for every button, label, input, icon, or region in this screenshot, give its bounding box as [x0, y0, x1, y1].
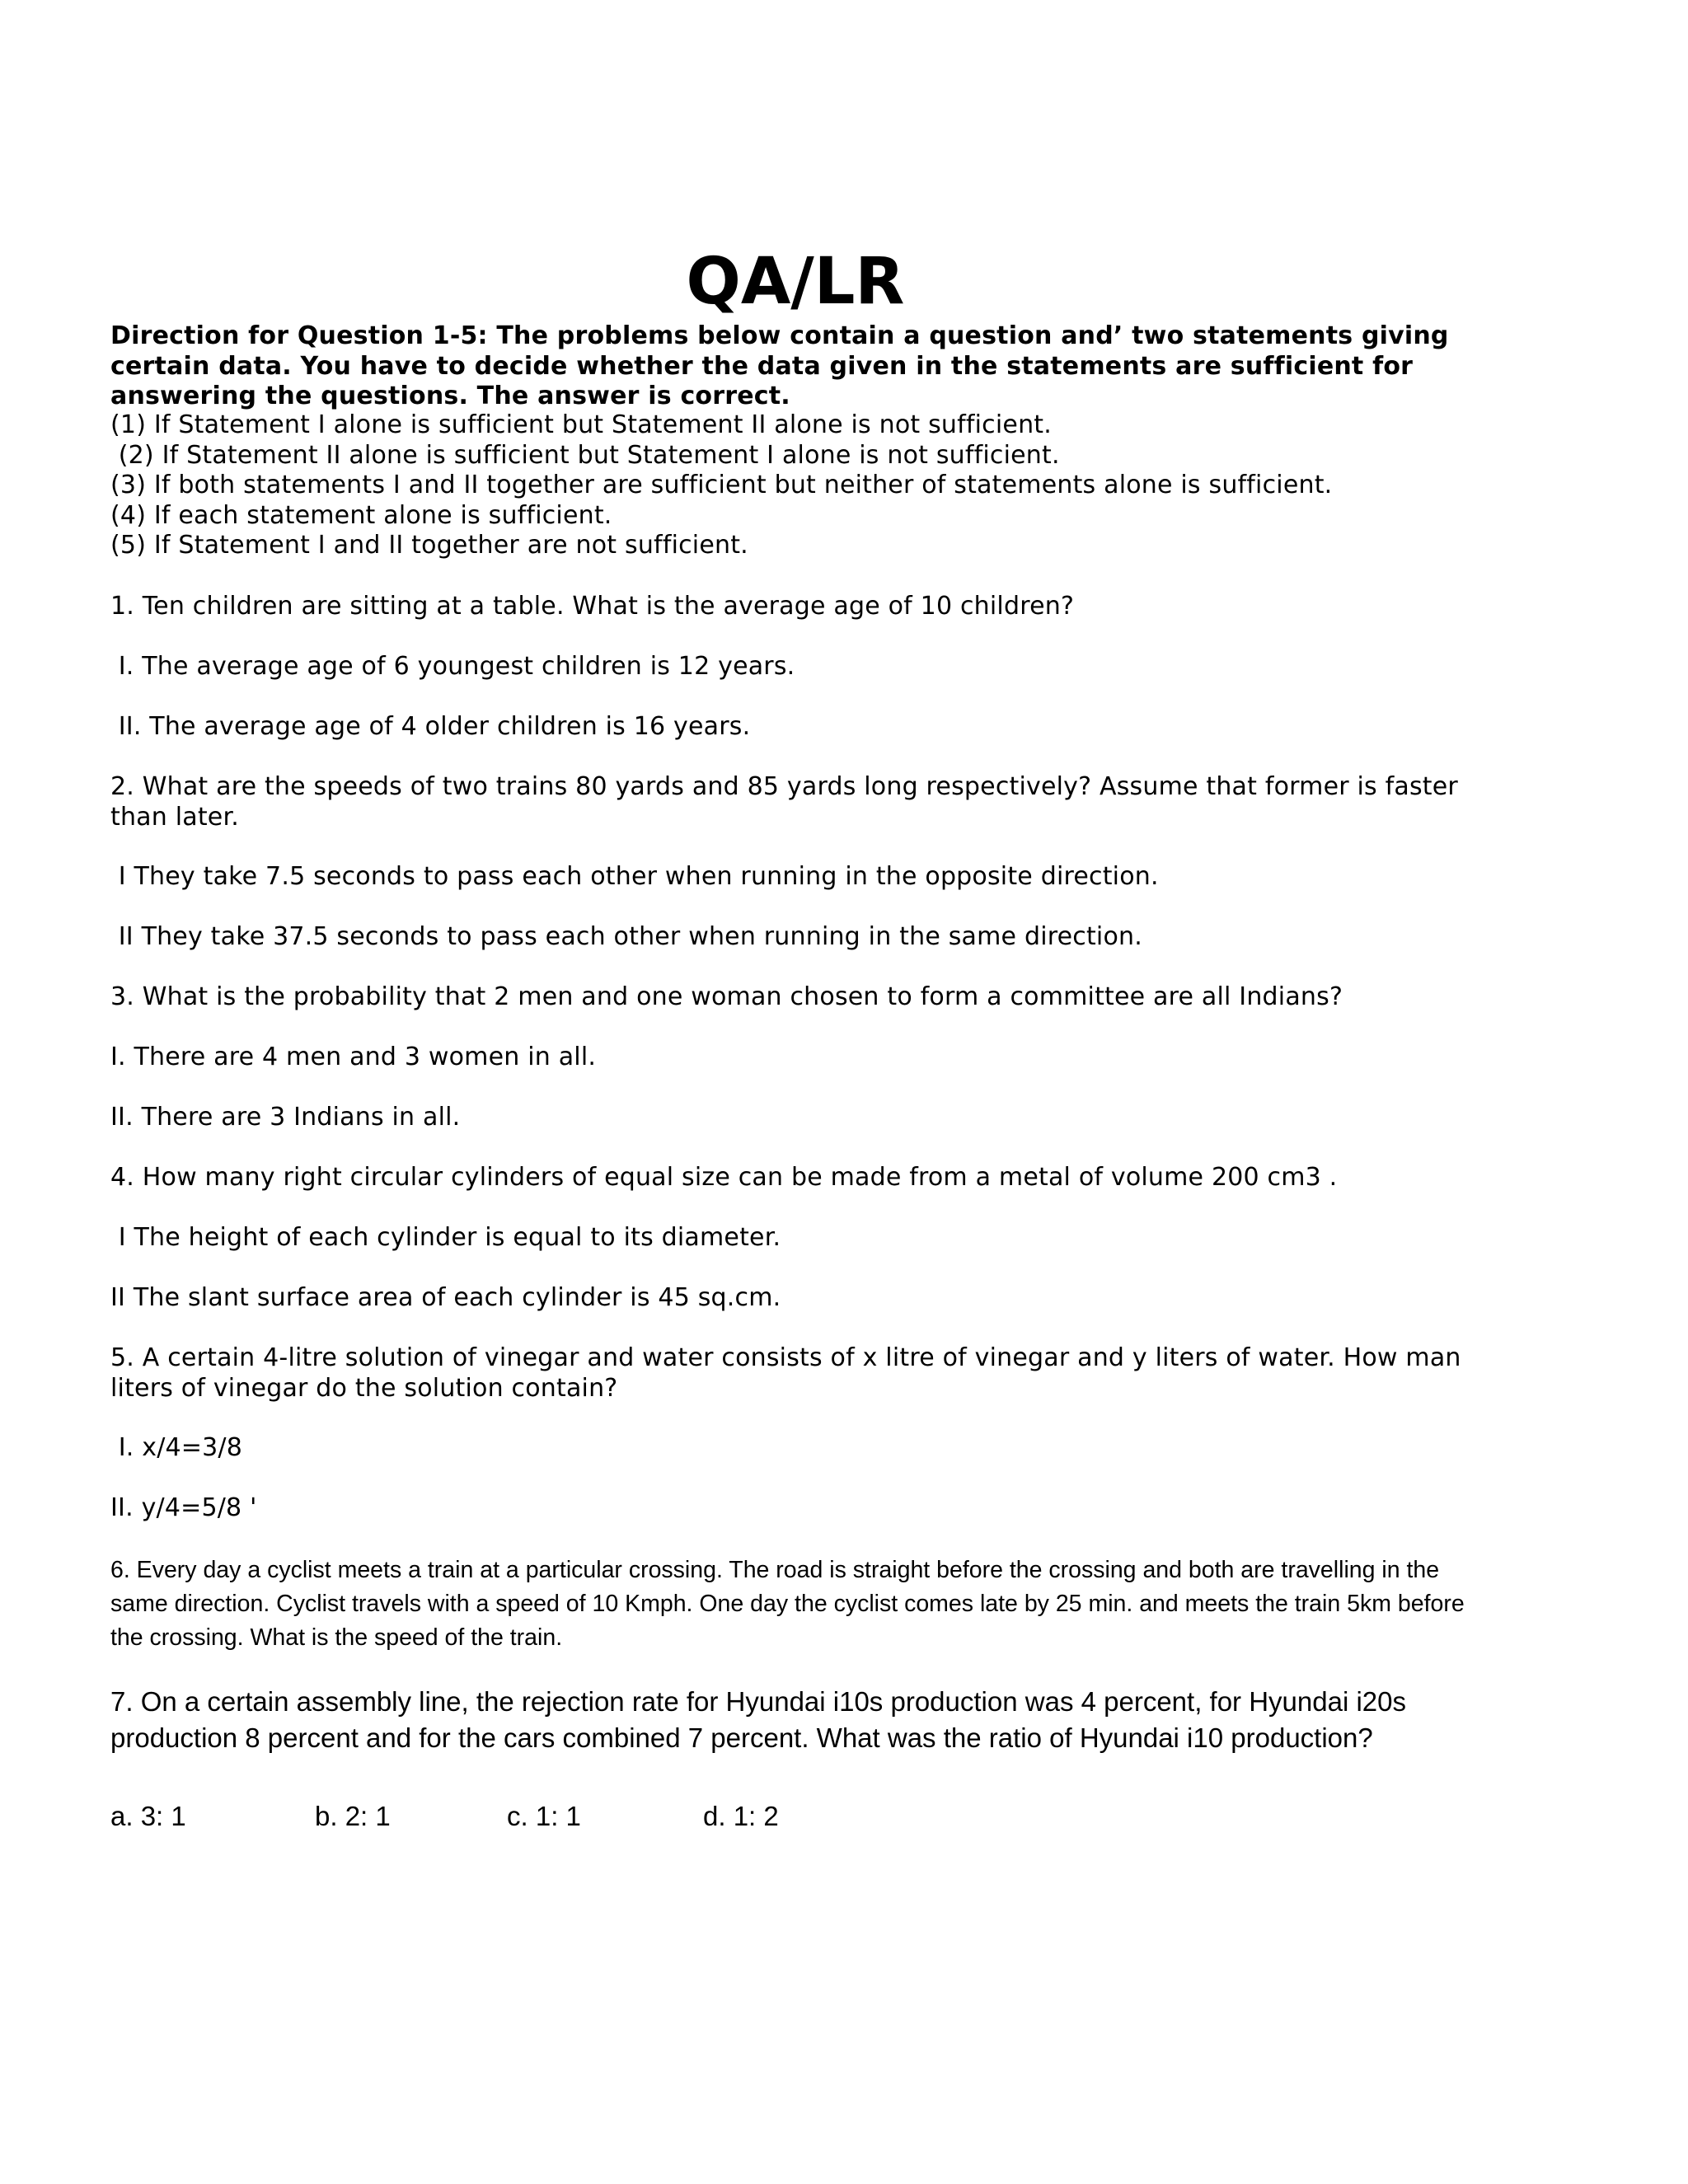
q7-question: 7. On a certain assembly line, the rejection rate for Hyundai i10s production was 4 percent, for Hyundai i20s production 8 percent and for the cars combined 7 percent. What was the ratio of Hyundai i10 production?: [110, 1686, 1406, 1753]
q5-statement-1: I. x/4=3/8: [110, 1433, 243, 1462]
option-4: (4) If each statement alone is sufficient.: [110, 500, 612, 530]
q1-statement-2: II. The average age of 4 older children is 16 years.: [110, 712, 751, 741]
q3-statement-1: I. There are 4 men and 3 women in all.: [110, 1043, 597, 1071]
q4-question: 4. How many right circular cylinders of equal size can be made from a metal of volume 200 cm3 .: [110, 1163, 1338, 1192]
q6-question: 6. Every day a cyclist meets a train at a particular crossing. The road is straight before the crossing and both are travelling in the same direction. Cyclist travels with a speed of 10 Kmph. One day the cyclist comes late by 25 min. and meets the train 5km before the crossing. What is the speed of the train.: [110, 1557, 1465, 1651]
q7-answer-choices: [0, 1798, 1688, 1840]
page-title: QA/LR: [686, 245, 905, 319]
q5-question: 5. A certain 4-litre solution of vinegar and water consists of x litre of vinegar and y liters of water. How man liters of vinegar do the solution contain?: [110, 1343, 1461, 1403]
q7-answer-b: b. 2: 1: [315, 1801, 391, 1831]
option-2: (2) If Statement II alone is sufficient but Statement I alone is not sufficient.: [110, 440, 1060, 470]
q4-statement-2: II The slant surface area of each cylinder is 45 sq.cm.: [110, 1283, 781, 1312]
directions-text: Direction for Question 1-5: The problems below contain a question and’ two statements giving certain data. You have to decide whether the data given in the statements are sufficient for answering the questions. The answer is correct.: [110, 321, 1449, 410]
q1-question: 1. Ten children are sitting at a table. What is the average age of 10 children?: [110, 592, 1075, 621]
q4-statement-1: I The height of each cylinder is equal to its diameter.: [110, 1223, 781, 1252]
option-1: (1) If Statement I alone is sufficient but Statement II alone is not sufficient.: [110, 410, 1052, 439]
q2-question: 2. What are the speeds of two trains 80 yards and 85 yards long respectively? Assume that former is faster than later.: [110, 772, 1458, 832]
q7-answer-c: c. 1: 1: [507, 1801, 581, 1831]
q2-statement-2: II They take 37.5 seconds to pass each other when running in the same direction.: [110, 922, 1142, 951]
q7-answer-d: d. 1: 2: [703, 1801, 779, 1831]
q5-statement-2: II. y/4=5/8 ': [110, 1493, 257, 1522]
q3-question: 3. What is the probability that 2 men and one woman chosen to form a committee are all Indians?: [110, 982, 1343, 1011]
q1-statement-1: I. The average age of 6 youngest children is 12 years.: [110, 652, 795, 681]
q2-statement-1: I They take 7.5 seconds to pass each other when running in the opposite direction.: [110, 862, 1159, 891]
q3-statement-2: II. There are 3 Indians in all.: [110, 1103, 461, 1132]
answer-options-list: [110, 410, 1512, 561]
q7-answer-a: a. 3: 1: [110, 1801, 186, 1831]
option-5: (5) If Statement I and II together are not sufficient.: [110, 531, 748, 560]
option-3: (3) If both statements I and II together are sufficient but neither of statements alone is sufficient.: [110, 471, 1333, 499]
